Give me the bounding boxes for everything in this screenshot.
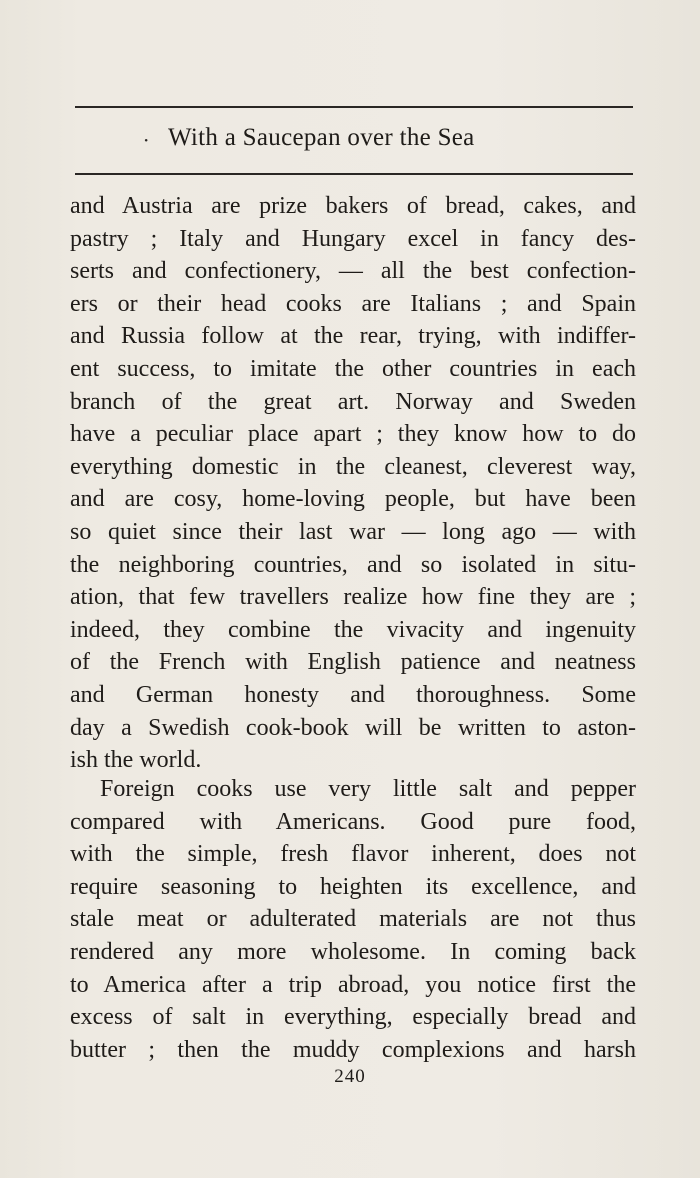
text-line: day a Swedish cook-book will be written to aston- [70,714,636,741]
text-line: ers or their head cooks are Italians ; and Spain [70,290,636,317]
text-line: require seasoning to heighten its excellence, and [70,873,636,900]
text-line: and Austria are prize bakers of bread, cakes, and [70,193,636,219]
header-rule-top [75,106,633,108]
text-line: so quiet since their last war — long ago — with [70,518,636,545]
text-line: rendered any more wholesome. In coming back [70,938,636,965]
page-number: 240 [334,1066,366,1087]
running-head: With a Saucepan over the Sea [168,124,475,151]
text-line: compared with Americans. Good pure food, [70,808,636,835]
text-line: and are cosy, home-loving people, but have been [70,486,636,513]
text-line: to America after a trip abroad, you notice first the [70,971,636,998]
text-line: of the French with English patience and neatness [70,649,636,676]
text-line: ish the world. [70,747,202,774]
text-line: serts and confectionery, — all the best confection- [70,258,636,285]
text-line: branch of the great art. Norway and Sweden [70,388,636,415]
text-line: the neighboring countries, and so isolated in situ- [70,551,636,578]
text-line: and Russia follow at the rear, trying, with indiffer- [70,323,636,350]
text-line: excess of salt in everything, especially bread and [70,1004,636,1031]
text-line: stale meat or adulterated materials are not thus [70,906,636,933]
text-line: butter ; then the muddy complexions and harsh [70,1036,636,1063]
text-line: pastry ; Italy and Hungary excel in fancy des- [70,225,636,252]
text-line: and German honesty and thoroughness. Some [70,681,636,708]
text-line: ation, that few travellers realize how fine they are ; [70,584,636,611]
header-mark: · [143,128,150,152]
header-rule-bottom [75,173,633,175]
paragraph-2 [70,773,636,1066]
text-line: have a peculiar place apart ; they know how to do [70,421,636,448]
text-line: ent success, to imitate the other countries in each [70,355,636,382]
text-line: everything domestic in the cleanest, cleverest way, [70,453,636,480]
text-line: Foreign cooks use very little salt and pepper [100,776,636,802]
text-line: indeed, they combine the vivacity and ingenuity [70,616,636,643]
text-line: with the simple, fresh flavor inherent, does not [70,841,636,868]
paragraph-1 [70,190,636,777]
